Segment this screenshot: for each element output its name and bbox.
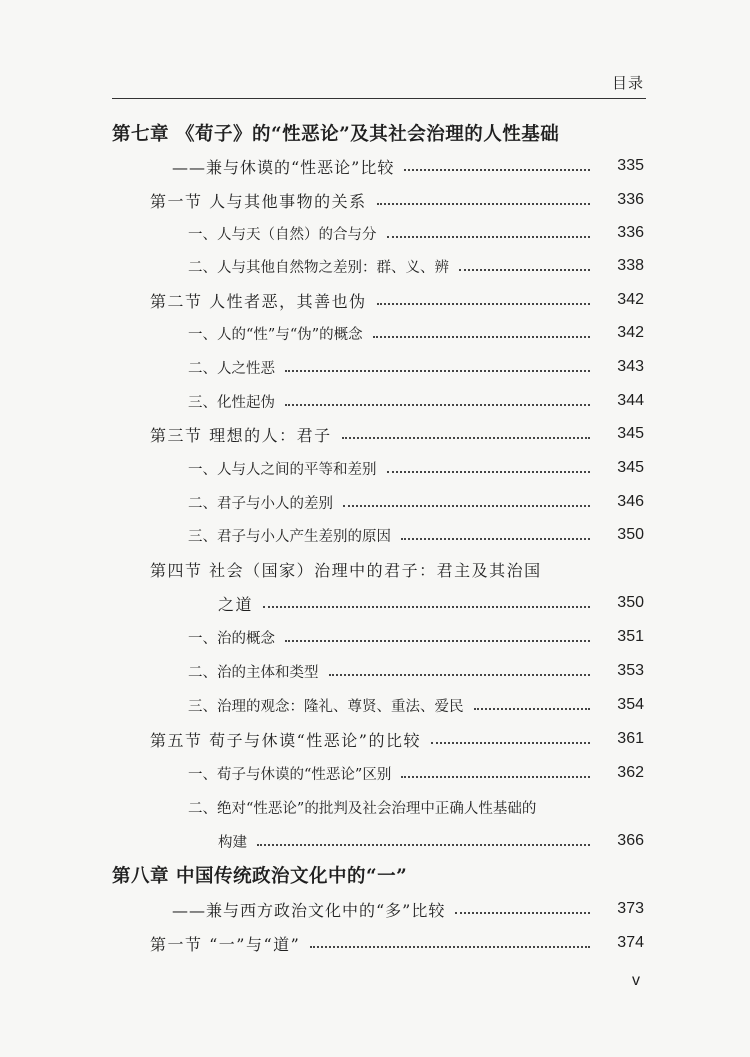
toc-entry-item — [0, 220, 750, 246]
toc-entry-page-number: 373 — [617, 900, 644, 917]
toc-entry-item — [0, 354, 750, 380]
toc-entry-page-number: 362 — [617, 764, 644, 781]
toc-entry-chapter — [0, 862, 750, 888]
footer-page-number: v — [632, 972, 640, 989]
toc-entry-page-number: 344 — [617, 392, 644, 409]
toc-entry-item — [0, 455, 750, 481]
toc-entry-title: 一、治的概念 — [188, 630, 275, 647]
toc-entry-title: 二、治的主体和类型 — [188, 664, 319, 681]
toc-entry-item — [0, 624, 750, 650]
toc-entry-title: 一、荀子与休谟的“性恶论”区别 — [188, 766, 392, 783]
toc-entry-page-number: 335 — [617, 157, 644, 174]
toc-entry-title: 二、人与其他自然物之差别：群、义、辨 — [188, 259, 449, 276]
dot-leader — [285, 404, 590, 406]
toc-entry-item — [0, 658, 750, 684]
toc-entry-page-number: 336 — [617, 191, 644, 208]
toc-entry-title: 构建 — [218, 834, 247, 851]
toc-entry-page-number: 361 — [617, 730, 644, 747]
dot-leader — [329, 674, 591, 676]
toc-entry-section — [0, 421, 750, 447]
dot-leader — [404, 169, 590, 171]
dot-leader — [257, 844, 590, 846]
toc-entry-item — [0, 253, 750, 279]
dot-leader — [310, 946, 590, 948]
toc-entry-title: 三、化性起伪 — [188, 394, 275, 411]
toc-entry-item — [0, 388, 750, 414]
dot-leader — [373, 336, 590, 338]
toc-entry-item — [0, 692, 750, 718]
toc-entry-title: 第三节 理想的人：君子 — [150, 425, 332, 445]
header-rule — [112, 98, 646, 99]
toc-entry-page-number: 342 — [617, 324, 644, 341]
dot-leader — [401, 776, 590, 778]
toc-entry-section — [0, 287, 750, 313]
toc-entry-page-number: 366 — [617, 832, 644, 849]
dot-leader — [474, 708, 591, 710]
toc-entry-item — [0, 760, 750, 786]
toc-entry-title: 第一节 “一”与“道” — [150, 934, 301, 954]
toc-entry-title: 三、治理的观念：隆礼、尊贤、重法、爱民 — [188, 698, 464, 715]
toc-entry-title: 第四节 社会（国家）治理中的君子：君主及其治国 — [150, 560, 542, 580]
toc-entry-page-number: 336 — [617, 224, 644, 241]
toc-entry-title: 第一节 人与其他事物的关系 — [150, 191, 367, 211]
toc-entry-subtitle — [0, 896, 750, 922]
toc-entry-page-number: 338 — [617, 257, 644, 274]
dot-leader — [387, 236, 591, 238]
toc-entry-title: ——兼与休谟的“性恶论”比较 — [172, 157, 395, 177]
toc-entry-page-number: 353 — [617, 662, 644, 679]
toc-entry-item — [0, 522, 750, 548]
toc-entry-page-number: 342 — [617, 291, 644, 308]
toc-entry-title: 第五节 荀子与休谟“性恶论”的比较 — [150, 730, 421, 750]
toc-entry-item — [0, 489, 750, 515]
toc-entry-page-number: 374 — [617, 934, 644, 951]
toc-entry-item — [0, 828, 750, 854]
toc-entry-title: 第二节 人性者恶，其善也伪 — [150, 291, 367, 311]
toc-entry-title: 二、人之性恶 — [188, 360, 275, 377]
toc-entry-title: 第八章 中国传统政治文化中的“一” — [112, 866, 408, 887]
toc-entry-page-number: 351 — [617, 628, 644, 645]
dot-leader — [285, 370, 590, 372]
toc-entry-section — [0, 590, 750, 616]
toc-entry-section — [0, 726, 750, 752]
dot-leader — [263, 606, 590, 608]
toc-entry-page-number: 343 — [617, 358, 644, 375]
dot-leader — [377, 303, 590, 305]
dot-leader — [401, 538, 590, 540]
toc-entry-section — [0, 187, 750, 213]
toc-entry-title: 一、人的“性”与“伪”的概念 — [188, 326, 363, 343]
toc-entry-subtitle — [0, 153, 750, 179]
dot-leader — [431, 742, 590, 744]
running-header-title: 目录 — [611, 74, 644, 92]
toc-entry-page-number: 350 — [617, 594, 644, 611]
toc-entry-item — [0, 320, 750, 346]
toc-entry-page-number: 350 — [617, 526, 644, 543]
toc-entry-title: 一、人与天（自然）的合与分 — [188, 226, 377, 243]
dot-leader — [343, 505, 590, 507]
dot-leader — [387, 471, 591, 473]
dot-leader — [377, 203, 590, 205]
toc-entry-title: 一、人与人之间的平等和差别 — [188, 461, 377, 478]
toc-entry-title: 之道 — [218, 594, 254, 614]
dot-leader — [459, 269, 590, 271]
toc-entry-page-number: 345 — [617, 459, 644, 476]
dot-leader — [342, 437, 590, 439]
toc-entry-chapter — [0, 120, 750, 146]
toc-entry-title: 二、绝对“性恶论”的批判及社会治理中正确人性基础的 — [188, 800, 537, 817]
toc-entry-item — [0, 794, 750, 820]
toc-entry-section — [0, 556, 750, 582]
dot-leader — [455, 912, 590, 914]
toc-entry-section — [0, 930, 750, 956]
toc-entry-title: 三、君子与小人产生差别的原因 — [188, 528, 391, 545]
toc-entry-title: 二、君子与小人的差别 — [188, 495, 333, 512]
toc-entry-page-number: 346 — [617, 493, 644, 510]
dot-leader — [285, 640, 590, 642]
toc-entry-page-number: 345 — [617, 425, 644, 442]
toc-entry-title: ——兼与西方政治文化中的“多”比较 — [172, 900, 446, 920]
toc-entry-title: 第七章 《荀子》的“性恶论”及其社会治理的人性基础 — [112, 124, 560, 145]
toc-entry-page-number: 354 — [617, 696, 644, 713]
